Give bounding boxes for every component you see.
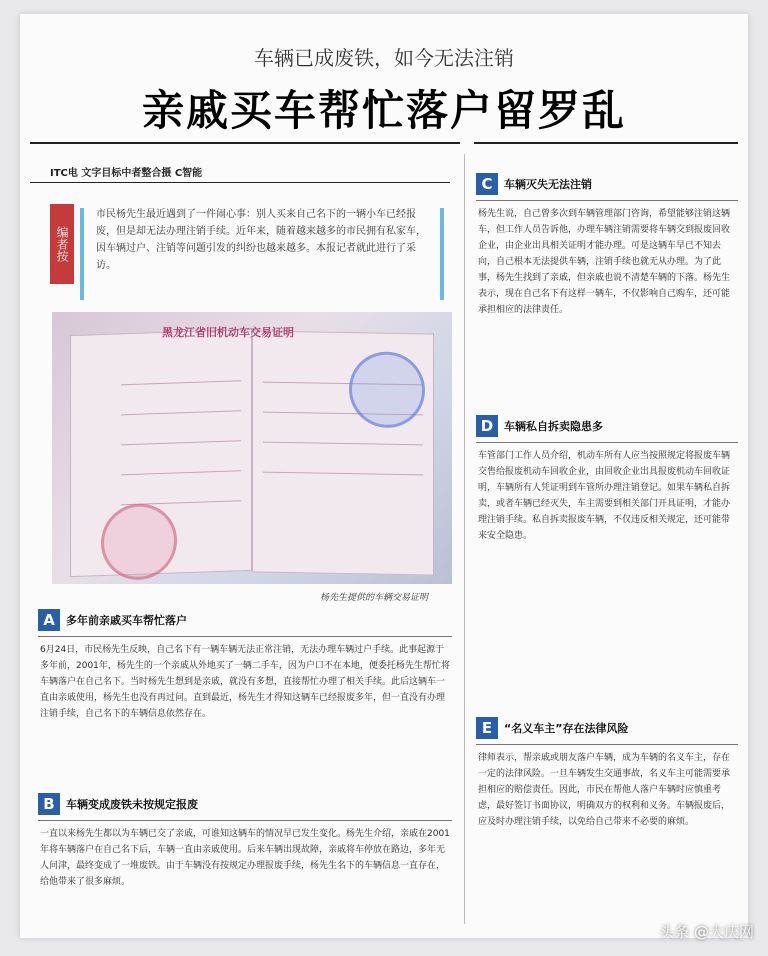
section-a-text: 6月24日，市民杨先生反映，自己名下有一辆车辆无法正常注销，无法办理车辆过户手续。此事起源于多年前，2001年，杨先生的一个亲戚从外地买了一辆二手车，因为户口不在本地，便委托杨先生帮忙将车辆落户在自己名下。当时杨先生想到是亲戚，就没有多想，直接帮忙办理了相关手续。此后这辆车一直由亲戚使用，杨先生也没有再过问。直到最近，杨先生才得知这辆车已经报废多年，但一直没有办理注销手续，自己名下的车辆信息依然存在。 <box>40 645 450 719</box>
editor-note-text: 市民杨先生最近遇到了一件闹心事：别人买来自己名下的一辆小车已经报废，但是却无法办理注销手续。近年来，随着越来越多的市民拥有私家车，因车辆过户、注销等问题引发的纠纷也越来越多。本报记者就此进行了采访。 <box>96 209 426 271</box>
section-letter: E <box>476 717 498 739</box>
document-page-left <box>70 329 252 577</box>
section-title: 车辆灭失无法注销 <box>504 178 592 191</box>
article-headline: 亲戚买车帮忙落户留罗乱 <box>141 86 626 135</box>
section-c-rule <box>476 200 738 201</box>
editor-note-box <box>50 204 444 302</box>
section-title: 车辆变成废铁未按规定报废 <box>66 798 198 811</box>
section-c-text: 杨先生说，自己曾多次到车辆管理部门咨询，希望能够注销这辆车，但工作人员告诉他，办理车辆注销需要将车辆交到报废回收企业，由企业出具相关证明才能办理。可是这辆车早已不知去向，自己根本无法提供车辆，注销手续也就无从办理。为了此事，杨先生找到了亲戚，但亲戚也说不清楚车辆的下落。杨先生表示，现在自己名下有这样一辆车，不仅影响自己购车，还可能承担相应的法律责任。 <box>478 209 731 315</box>
section-e-head <box>476 716 628 740</box>
section-title: 多年前亲戚买车帮忙落户 <box>66 614 187 627</box>
section-a-head <box>38 608 187 632</box>
section-b-text: 一直以来杨先生都以为车辆已交了亲戚，可谁知这辆车的情况早已发生变化。杨先生介绍，亲戚在2001年将车辆落户在自己名下后，车辆一直由亲戚使用。后来车辆出现故障，亲戚将车停放在路边，多年无人问津，最终变成了一堆废铁。由于车辆没有按规定办理报废手续，杨先生名下的车辆信息一直存在，给他带来了很多麻烦。 <box>40 829 450 887</box>
byline: ITC电 文字目标中者整合摄 C智能 <box>50 168 203 179</box>
section-letter: B <box>38 793 60 815</box>
section-d-rule <box>476 442 738 443</box>
red-stamp-icon <box>101 502 177 581</box>
header-rule-left <box>30 142 460 144</box>
column-divider <box>464 154 465 924</box>
blue-stamp-icon <box>349 351 425 428</box>
section-letter: A <box>38 609 60 631</box>
section-d-text: 车管部门工作人员介绍，机动车所有人应当按照规定将报废车辆交售给报废机动车回收企业，由回收企业出具报废机动车回收证明，车辆所有人凭证明到车管所办理注销登记。如果车辆私自拆卖，或者车辆已经灭失，车主需要到相关部门开具证明，才能办理注销手续。私自拆卖报废车辆，不仅违反相关规定，还可能带来安全隐患。 <box>478 451 731 541</box>
section-d-head <box>476 414 603 438</box>
section-a-rule <box>38 636 452 637</box>
section-letter: D <box>476 415 498 437</box>
watermark-label: 头条 @大庆网 <box>659 923 754 941</box>
section-b-rule <box>38 820 452 821</box>
section-b-head <box>38 792 198 816</box>
header-rule-right <box>474 142 738 144</box>
section-title: 车辆私自拆卖隐患多 <box>504 420 603 433</box>
photo-caption: 杨先生提供的车辆交易证明 <box>320 593 429 603</box>
document-title: 黑龙江省旧机动车交易证明 <box>162 326 294 339</box>
section-c-head <box>476 172 592 196</box>
article-subtitle: 车辆已成废铁，如今无法注销 <box>254 46 514 70</box>
section-e-rule <box>476 744 738 745</box>
editor-bar-right <box>440 208 444 300</box>
newspaper-page <box>20 14 748 938</box>
byline-rule <box>30 182 450 183</box>
document-photo <box>52 312 452 584</box>
section-letter: C <box>476 173 498 195</box>
section-title: “名义车主”存在法律风险 <box>504 722 629 735</box>
section-e-text: 律师表示，帮亲戚或朋友落户车辆，成为车辆的名义车主，存在一定的法律风险。一旦车辆发生交通事故，名义车主可能需要承担相应的赔偿责任。因此，市民在帮他人落户车辆时应慎重考虑，最好签订书面协议，明确双方的权利和义务。车辆报废后，应及时办理注销手续，以免给自己带来不必要的麻烦。 <box>478 753 731 827</box>
document-page-right <box>252 330 434 575</box>
editor-bar-left <box>80 208 84 300</box>
editor-tag: 编者按 <box>50 204 74 284</box>
